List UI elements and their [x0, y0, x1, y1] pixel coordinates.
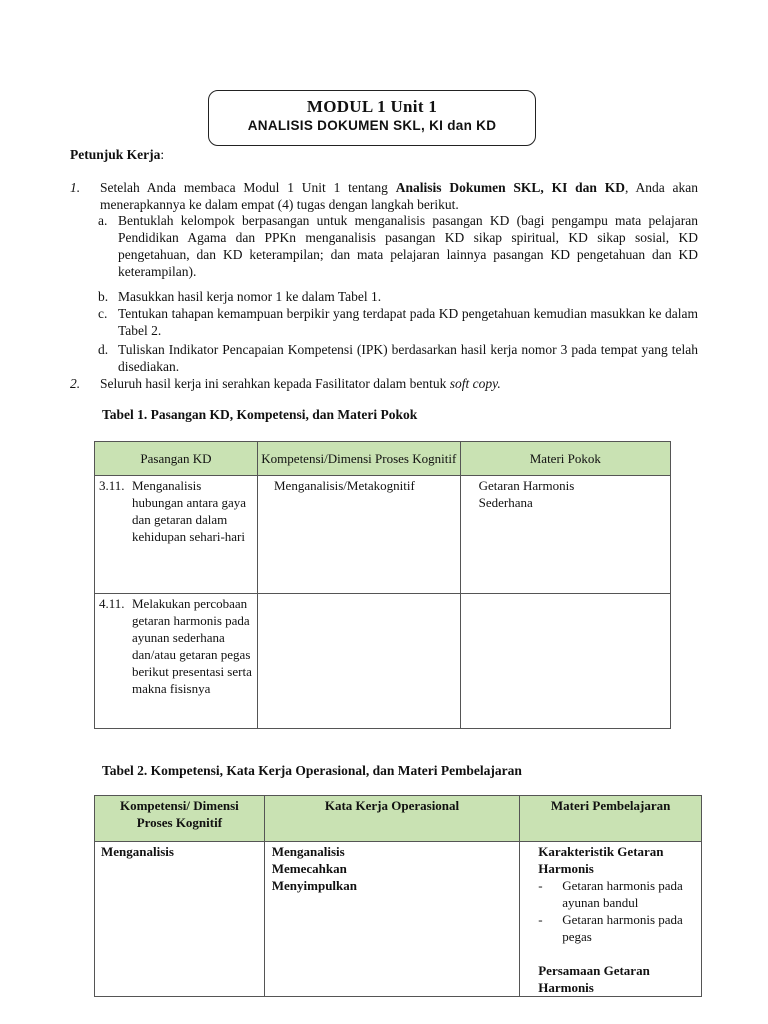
kd-number: 4.11.: [99, 596, 125, 611]
instructions-label: Petunjuk Kerja: [70, 147, 161, 162]
item-1-post: , Anda akan menerapkannya ke dalam empat (4) tugas dengan langkah berikut.: [100, 180, 699, 212]
table-2-header-kko: Kata Kerja Operasional: [264, 796, 519, 842]
list-item: - Getaran harmonis pada ayunan bandul: [538, 877, 697, 911]
materi-text: Getaran Harmonis Sederhana: [478, 478, 575, 510]
materi-heading-1: Karakteristik Getaran Harmonis: [538, 844, 664, 876]
kompetensi-text: Menganalisis/Metakognitif: [273, 478, 415, 493]
materi-list-item-1: Getaran harmonis pada ayunan bandul: [562, 878, 683, 910]
kko-item: Menyimpulkan: [271, 878, 357, 893]
instructions-heading: [70, 146, 164, 163]
table-2-cell-materi: [520, 842, 702, 997]
subitem-b-letter: b.: [98, 289, 109, 304]
item-1-text: [100, 179, 698, 213]
subitem-d-letter: d.: [98, 342, 109, 357]
subitem-a-text: Bentuklah kelompok berpasangan untuk menganalisis pasangan KD (bagi pengampu mata pelajaran Pendidikan Agama dan PPKn menganalisis pasangan KD sikap spiritual, KD sikap sosial, KD pengetahuan, dan KD keterampilan; dan mata pelajaran lainnya pasangan KD pengetahuan dan KD keterampilan).: [118, 213, 698, 279]
table-1: [94, 441, 671, 729]
table-2-cell-kompetensi: [95, 842, 265, 997]
item-1-number: 1.: [70, 180, 81, 195]
table-row: [95, 594, 671, 729]
table-1-cell-materi-2: [460, 594, 670, 729]
table-1-cell-materi-1: [460, 476, 670, 594]
table-2-header-kompetensi: Kompetensi/ Dimensi Proses Kognitif: [95, 796, 265, 842]
table-1-header-kompetensi: Kompetensi/Dimensi Proses Kognitif: [257, 442, 460, 476]
subitem-c-text: Tentukan tahapan kemampuan berpikir yang terdapat pada KD pengetahuan kemudian masukkan ke dalam Tabel 2.: [118, 306, 698, 338]
materi-heading-2: Persamaan Getaran Harmonis: [538, 963, 650, 995]
subitem-a-letter: a.: [98, 213, 108, 228]
item-2-number: 2.: [70, 376, 81, 391]
module-title-box: [208, 90, 536, 146]
table-1-header-materi: Materi Pokok: [460, 442, 670, 476]
subitem-c-letter: c.: [98, 306, 108, 321]
kko-item: Memecahkan: [271, 861, 347, 876]
item-2-text: [100, 375, 698, 392]
table-1-cell-kd-2: [95, 594, 258, 729]
table-row: [95, 842, 702, 997]
table-1-header-pasangan: Pasangan KD: [95, 442, 258, 476]
table-2: [94, 795, 702, 997]
kd-text: Menganalisis hubungan antara gaya dan getaran dalam kehidupan sehari-hari: [132, 478, 247, 544]
kko-item: Menganalisis: [271, 844, 345, 859]
table-1-cell-kompetensi-2: [257, 594, 460, 729]
table-1-caption: Tabel 1. Pasangan KD, Kompetensi, dan Materi Pokok: [102, 407, 418, 422]
table-2-caption: Tabel 2. Kompetensi, Kata Kerja Operasional, dan Materi Pembelajaran: [102, 763, 522, 778]
subitem-d-text: Tuliskan Indikator Pencapaian Kompetensi (IPK) berdasarkan hasil kerja nomor 3 pada tempat yang telah disediakan.: [118, 342, 698, 374]
kd-number: 3.11.: [99, 478, 125, 493]
materi-list-item-2: Getaran harmonis pada pegas: [562, 912, 683, 944]
item-1-bold: Analisis Dokumen SKL, KI dan KD: [395, 180, 626, 195]
table-1-cell-kd-1: [95, 476, 258, 594]
module-title: MODUL 1 Unit 1: [306, 97, 438, 116]
instructions-colon: :: [160, 147, 165, 162]
table-2-header-materi: Materi Pembelajaran: [520, 796, 702, 842]
table-row: [95, 476, 671, 594]
table-1-cell-kompetensi-1: [257, 476, 460, 594]
item-2-pre: Seluruh hasil kerja ini serahkan kepada Fasilitator dalam bentuk: [100, 376, 450, 391]
module-subtitle: ANALISIS DOKUMEN SKL, KI dan KD: [247, 118, 497, 133]
kompetensi-value: Menganalisis: [101, 844, 174, 859]
list-item: - Getaran harmonis pada pegas: [538, 911, 697, 945]
item-2-italic: soft copy.: [449, 376, 501, 391]
kd-text: Melakukan percobaan getaran harmonis pada ayunan sederhana dan/atau getaran pegas berikut presentasi serta makna fisisnya: [132, 596, 252, 696]
item-1-pre: Setelah Anda membaca Modul 1 Unit 1 tentang: [100, 180, 396, 195]
subitem-b-text: Masukkan hasil kerja nomor 1 ke dalam Tabel 1.: [118, 289, 382, 304]
table-2-cell-kko: [264, 842, 519, 997]
